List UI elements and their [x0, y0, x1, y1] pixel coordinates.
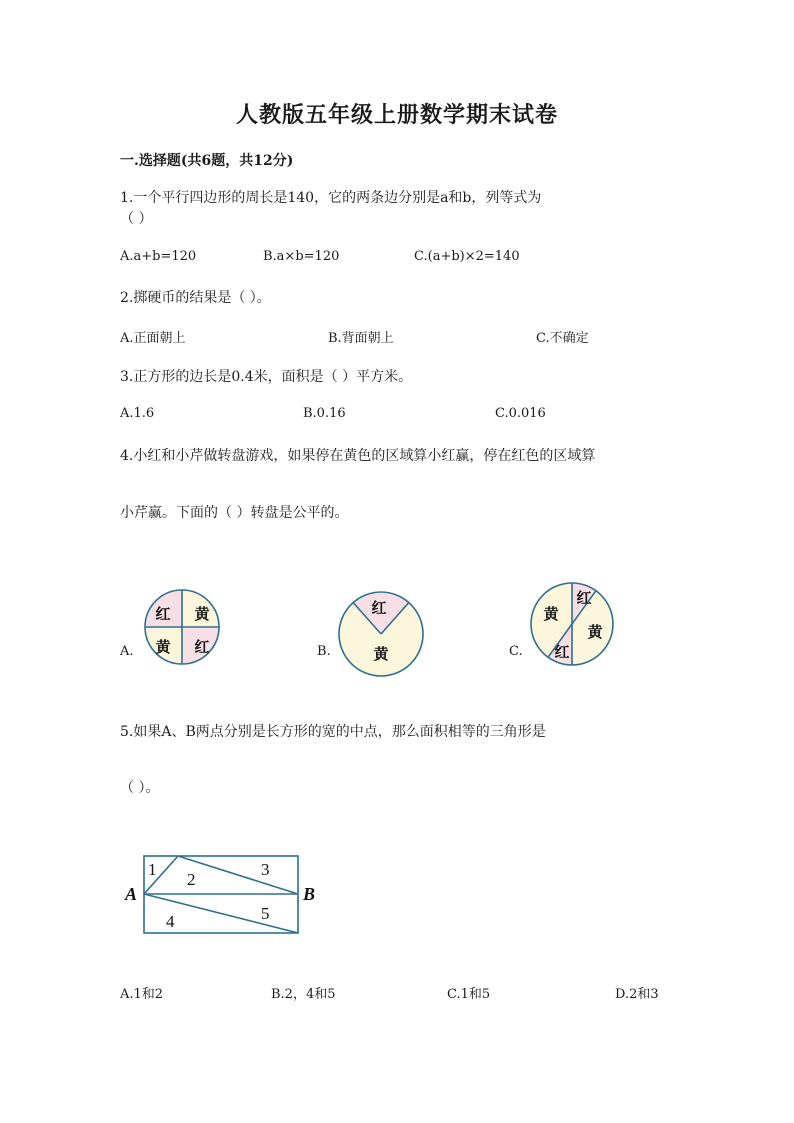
- q2-option-b[interactable]: B.背面朝上: [328, 331, 394, 346]
- section-heading: 一.选择题(共6题，共12分): [120, 153, 294, 169]
- point-a-label: A: [125, 884, 138, 904]
- q5-option-c[interactable]: C.1和5: [447, 987, 491, 1002]
- region-4-label: 4: [166, 912, 175, 931]
- question-4-text-line2: 小芹赢。下面的（ ）转盘是公平的。: [120, 505, 349, 521]
- spinner-b-label-red: 红: [371, 599, 387, 617]
- rectangle-figure: [120, 848, 320, 940]
- spinner-a-label-yellow-1: 黄: [194, 605, 210, 623]
- q5-option-d[interactable]: D.2和3: [615, 987, 659, 1002]
- question-1-blank: （ ）: [120, 211, 153, 227]
- question-2-text: 2.掷硬币的结果是（ ）。: [120, 290, 271, 306]
- q5-option-a[interactable]: A.1和2: [120, 987, 164, 1002]
- region-5-label: 5: [261, 904, 270, 923]
- q4-option-a[interactable]: A.: [120, 644, 134, 659]
- spinner-c-label-red-top: 红: [576, 589, 592, 607]
- question-4-text: 4.小红和小芹做转盘游戏，如果停在黄色的区域算小红赢，停在红色的区域算: [120, 448, 596, 464]
- q3-option-b[interactable]: B.0.16: [303, 406, 346, 421]
- question-1-text: 1.一个平行四边形的周长是140，它的两条边分别是a和b，列等式为: [120, 190, 542, 206]
- question-5-blank: （ ）。: [120, 780, 160, 796]
- spinner-b-label-yellow: 黄: [373, 645, 389, 663]
- spinner-b: [334, 587, 428, 681]
- q5-option-b[interactable]: B.2，4和5: [271, 987, 336, 1002]
- region-3-label: 3: [261, 860, 270, 879]
- spinner-a-label-red-2: 红: [194, 638, 210, 656]
- region-1-label: 1: [148, 860, 157, 879]
- page-title: 人教版五年级上册数学期末试卷: [235, 102, 558, 128]
- q1-option-a[interactable]: A.a+b=120: [120, 249, 197, 264]
- q1-option-b[interactable]: B.a×b=120: [263, 249, 340, 264]
- q4-option-b[interactable]: B.: [317, 644, 331, 659]
- spinner-c-label-yellow-left: 黄: [543, 605, 559, 623]
- spinner-a: [140, 585, 224, 669]
- q3-option-c[interactable]: C.0.016: [495, 406, 546, 421]
- spinner-c-label-red-bottom: 红: [554, 643, 570, 661]
- region-2-label: 2: [187, 870, 196, 889]
- q1-option-c[interactable]: C.(a+b)×2=140: [414, 249, 520, 264]
- q3-option-a[interactable]: A.1.6: [120, 406, 155, 421]
- q2-option-a[interactable]: A.正面朝上: [120, 331, 186, 346]
- spinner-c-label-yellow-right: 黄: [587, 623, 603, 641]
- question-3-text: 3.正方形的边长是0.4米，面积是（ ）平方米。: [120, 369, 413, 385]
- point-b-label: B: [303, 884, 316, 904]
- question-5-text: 5.如果A、B两点分别是长方形的宽的中点，那么面积相等的三角形是: [120, 724, 546, 740]
- spinner-a-label-red-1: 红: [155, 605, 171, 623]
- spinner-a-label-yellow-2: 黄: [155, 638, 171, 656]
- q4-option-c[interactable]: C.: [509, 644, 523, 659]
- spinner-c: [526, 578, 618, 670]
- q2-option-c[interactable]: C.不确定: [536, 331, 589, 346]
